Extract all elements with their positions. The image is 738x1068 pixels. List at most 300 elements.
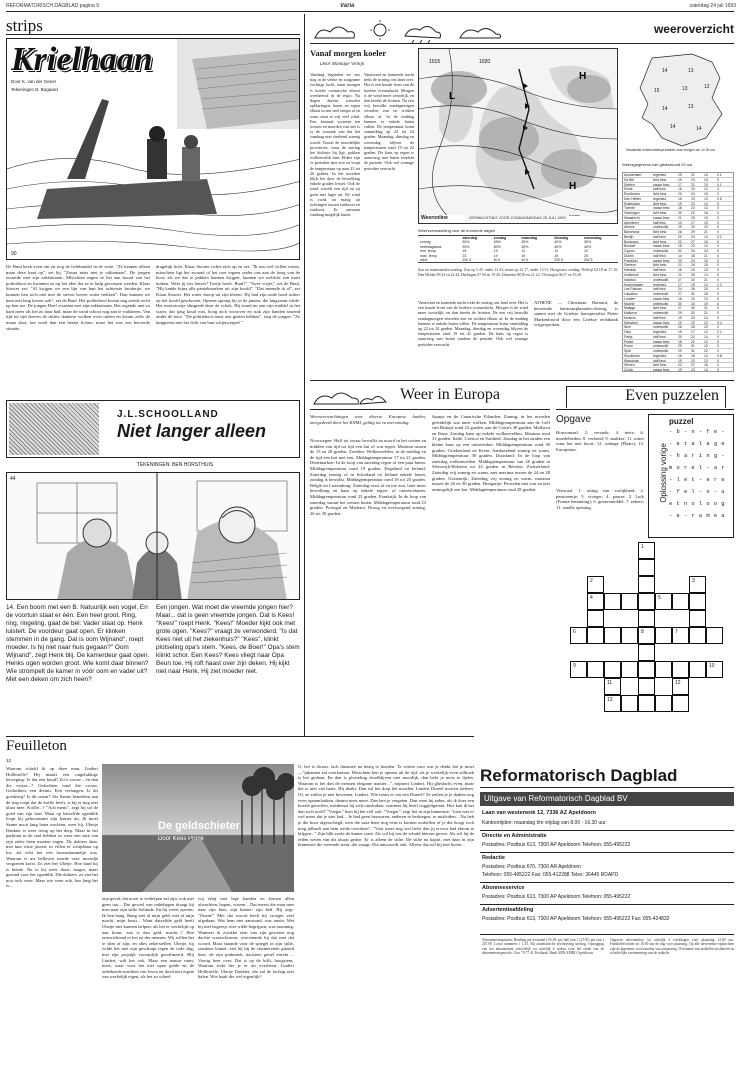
oplossing-line: m o r e l - a r xyxy=(669,465,726,471)
city-cell: 20 xyxy=(691,268,695,273)
crossword-cell[interactable] xyxy=(706,661,723,678)
city-row xyxy=(623,368,734,372)
city-cell: licht bew. xyxy=(653,363,667,368)
city-cell: 0.4 xyxy=(717,320,722,325)
puzzel-verticaal: Verticaal: 1. uiting van vrolijkheid; 2. pensioentje; 3. vroeger; 4. paarse; 5. Luik (Franse benaming); 6. geneesmiddel; 7. zekere; 11. smalle opening. xyxy=(556,488,644,510)
city-cell: 14 xyxy=(704,177,708,182)
oplossing-line: - e t a l a g e xyxy=(669,441,726,447)
city-cell: licht bew. xyxy=(653,201,667,206)
city-cell: 18 xyxy=(704,292,708,297)
crossword-number: 6 xyxy=(573,629,576,635)
forecast-cell: 30% xyxy=(462,240,470,245)
city-cell: 29 xyxy=(678,311,682,316)
crossword-cell[interactable] xyxy=(638,610,655,627)
svg-text:H: H xyxy=(579,71,587,82)
crossword-cell[interactable] xyxy=(672,627,689,644)
city-cell: 26 xyxy=(691,287,695,292)
forecast-cell: wind xyxy=(420,258,428,263)
crossword-cell[interactable] xyxy=(604,695,621,712)
city-cell: 21 xyxy=(704,230,708,235)
forecast-cell: 11 xyxy=(521,249,526,254)
city-cell: 17 xyxy=(691,330,695,335)
city-cell: 1.2 xyxy=(717,282,722,287)
city-name: München xyxy=(624,320,638,325)
weer-europa-icon xyxy=(310,386,390,408)
vanaf-text-col2: Vanavond en komende nacht trekt de storing ons land over. Het is een koude front van de koelere oceaanlucht. Morgen is de wind meer westelijk, en dan breekt de fronten. Na een vrij bewolkt zondagmorgen wisselen zon en wolken elkaar af. In de middag kunnen er enkele buien vallen. De temperatuur komt vanmiddag op 22 tot 24 graden. Maandag, dinsdag en woensdag blijven de temperaturen rond 19 tot 22 graden. De kans op regen is aanwezig met buien rondom de periode. Ook wel zonnige perioden verwacht. xyxy=(364,72,414,171)
crossword-cell[interactable] xyxy=(621,627,638,644)
city-cell: 17 xyxy=(678,282,682,287)
city-name: De Bilt xyxy=(624,177,634,182)
crossword-cell[interactable] xyxy=(706,627,723,644)
city-cell: 0 xyxy=(717,263,719,268)
city-cell: 0 xyxy=(717,253,719,258)
city-name: Innsbruck xyxy=(624,273,639,277)
svg-text:13: 13 xyxy=(682,86,688,92)
schoolland-text-col2: Een jongen. Wat moet die vreemde jongen hier? Maar... dat is geen vreemde jongen. Dat is Kees! "Kees!" roept Henk. "Kees!" Moeder kijkt ook met grote ogen. "Kees?" vraagt ze verwonderd. "Is dat Kees niet uit het ziekenhuis?" "Kees", klinkt plotseling opa's stem. "Kees, de Boer!" Opa's stem klinkt schor. Een Kees? Kees vliegt naar Opa Beun toe. Hij roft haast over zijn deken. Hij kijkt niet naar Henk. Hij ziet moeder niet. xyxy=(156,604,300,675)
city-cell: 23 xyxy=(704,225,708,230)
svg-text:H: H xyxy=(569,181,577,192)
svg-text:1020: 1020 xyxy=(479,59,491,65)
forecast-cell: 90% xyxy=(462,244,470,249)
crossword-cell[interactable] xyxy=(604,661,621,678)
crossword-cell[interactable] xyxy=(604,678,621,695)
city-cell: 14 xyxy=(704,334,708,339)
city-cell: 0 xyxy=(717,277,719,282)
city-cell: 18 xyxy=(678,244,682,249)
city-cell: 34 xyxy=(691,249,695,254)
krielhaan-illustration xyxy=(7,39,300,260)
city-cell: licht bew. xyxy=(653,273,667,277)
crossword-number: 10 xyxy=(709,663,715,669)
city-cell: 17 xyxy=(678,182,682,187)
forecast-cell: neerslagkans xyxy=(420,244,442,249)
crossword-cell[interactable] xyxy=(587,576,604,593)
city-cell: 20 xyxy=(678,258,682,263)
city-cell: 0 xyxy=(717,273,719,277)
city-name: Bordeaux xyxy=(624,239,639,244)
crossword-number: 5 xyxy=(658,595,661,601)
forecast-cell: W 5 xyxy=(493,258,501,263)
city-cell: 0 xyxy=(717,230,719,235)
crossword-number: 3 xyxy=(692,578,695,584)
crossword-cell[interactable] xyxy=(587,627,604,644)
city-cell: 0 xyxy=(717,211,719,216)
weer-divider xyxy=(310,380,734,381)
city-cell: 0 xyxy=(717,349,719,354)
city-cell: 19 xyxy=(704,344,708,349)
crossword-grid xyxy=(560,542,732,732)
city-cell: half bew. xyxy=(653,334,667,339)
city-cell: 16 xyxy=(678,296,682,301)
city-cell: 11 xyxy=(704,253,708,258)
city-cell: half bew. xyxy=(653,220,667,225)
crossword-cell[interactable] xyxy=(672,593,689,610)
city-cell: 0 xyxy=(717,363,719,368)
city-cell: 16 xyxy=(678,353,682,358)
forecast-cell: 30% xyxy=(583,240,592,245)
city-cell: 0 xyxy=(717,225,719,230)
city-cell: 15 xyxy=(678,330,682,335)
feuilleton-section-title: Feuilleton xyxy=(6,738,67,754)
city-cell: 21 xyxy=(704,306,708,311)
oplossing-box xyxy=(648,414,734,538)
crossword-cell[interactable] xyxy=(689,661,706,678)
strips-rule xyxy=(6,34,300,35)
city-cell: 14 xyxy=(704,315,708,320)
forecast-cell: 40% xyxy=(554,240,562,245)
crossword-cell[interactable] xyxy=(655,627,672,644)
city-cell: 19 xyxy=(678,201,682,206)
city-name: Cyprus xyxy=(624,249,635,254)
svg-text:13: 13 xyxy=(688,104,694,110)
city-cell: 12 xyxy=(704,339,708,344)
city-cell: licht bew. xyxy=(653,306,667,311)
city-cell: 0 xyxy=(717,268,719,273)
oplossing-line: - h a r i n g - xyxy=(669,453,726,459)
city-cell: 0 xyxy=(717,325,719,330)
city-cell: 0 xyxy=(717,201,719,206)
city-name: Praag xyxy=(624,339,634,344)
city-name: Den Helder xyxy=(624,196,642,201)
forecast-cell: 19 xyxy=(521,253,526,258)
city-cell: licht bew. xyxy=(653,263,667,268)
city-name: Frankfurt xyxy=(624,258,638,263)
crossword-cell[interactable] xyxy=(672,678,689,695)
city-cell: 21 xyxy=(704,311,708,316)
city-cell: 30 xyxy=(678,301,682,306)
crossword-cell[interactable] xyxy=(638,695,655,712)
crossword-cell[interactable] xyxy=(604,627,621,644)
city-cell: 0 xyxy=(717,220,719,225)
city-name: Lissabon xyxy=(624,292,638,297)
city-cell: 24 xyxy=(691,234,695,239)
city-cell: 12 xyxy=(704,330,708,335)
city-cell: 0.5 xyxy=(717,196,722,201)
city-cell: 32 xyxy=(691,311,695,316)
city-cell: 22 xyxy=(678,263,682,268)
crossword-cell[interactable] xyxy=(621,593,638,610)
city-cell: 29 xyxy=(678,344,682,349)
city-cell: zwaar bew. xyxy=(653,244,670,249)
city-cell: 20 xyxy=(691,187,695,192)
city-cell: 16 xyxy=(704,211,708,216)
crossword-number: 2 xyxy=(590,578,593,584)
crossword-cell[interactable] xyxy=(638,542,655,559)
crossword-cell[interactable] xyxy=(689,593,706,610)
city-cell: 0 xyxy=(717,177,719,182)
weer-europa-banner xyxy=(310,384,550,410)
city-name: Barcelona xyxy=(624,230,640,235)
oplossing-label: Oplossing vorige xyxy=(659,443,668,503)
crossword-cell[interactable] xyxy=(638,576,655,593)
crossword-cell[interactable] xyxy=(570,627,587,644)
rd-rule-5 xyxy=(480,934,734,935)
rd-rule-3 xyxy=(480,882,734,883)
city-cell: 15 xyxy=(704,215,708,220)
weather-map-brand: Weeronline xyxy=(421,215,465,223)
crossword-cell[interactable] xyxy=(638,559,655,576)
crossword-number: 4 xyxy=(590,595,593,601)
forecast-cell: 15 xyxy=(462,249,467,254)
city-name: Amsterdam xyxy=(624,173,642,177)
crossword-cell[interactable] xyxy=(570,661,587,678)
city-name: Vlissingen xyxy=(624,211,640,216)
page-header-left: REFORMATORISCH DAGBLAD pagina 9 xyxy=(6,3,99,9)
city-cell: 20 xyxy=(691,296,695,301)
crossword-cell[interactable] xyxy=(587,610,604,627)
city-cell: 32 xyxy=(678,249,682,254)
city-cell: 24 xyxy=(678,287,682,292)
city-cell: 14 xyxy=(704,273,708,277)
page-header-center: Varia xyxy=(340,3,355,9)
city-cell: 26 xyxy=(691,263,695,268)
crossword-cell[interactable] xyxy=(587,661,604,678)
crossword-number: 11 xyxy=(607,680,613,686)
crossword-number: 7 xyxy=(675,629,678,635)
city-name: Maastricht xyxy=(624,215,640,220)
feuilleton-author: Door Kees Pronk xyxy=(158,836,204,842)
city-cell: 22 xyxy=(691,206,695,211)
city-cell: onbewolkt xyxy=(653,225,669,230)
city-cell: onbewolkt xyxy=(653,311,669,316)
crossword-cell[interactable] xyxy=(638,627,655,644)
forecast-cell: 12 xyxy=(554,249,559,254)
page-header-right: zaterdag 24 juli 1993 xyxy=(689,3,736,9)
city-cell: 24 xyxy=(704,249,708,254)
forecast-cell: max. temp. xyxy=(420,253,438,258)
krielhaan-panel xyxy=(6,38,300,260)
city-cell: 23 xyxy=(691,315,695,320)
nl-map-caption: Verwachte minimumtemperaturen voor morgen om 12.00 uur xyxy=(626,148,716,152)
forecast-cell: 60% xyxy=(493,244,501,249)
crossword-cell[interactable] xyxy=(672,695,689,712)
city-name: Split xyxy=(624,349,631,354)
city-cell: 13 xyxy=(678,220,682,225)
vanaf-author: Door Monique Vrolijk xyxy=(320,62,365,67)
feuilleton-title: De geldschieter xyxy=(158,820,240,832)
city-cell: 13 xyxy=(704,358,708,363)
city-name: Parijs xyxy=(624,334,633,339)
city-cell: 0 xyxy=(717,187,719,192)
forecast-cell: 30% xyxy=(521,240,529,245)
city-cell: 24 xyxy=(691,192,695,197)
rd-redactie-heading: Redactie xyxy=(482,855,505,861)
forecast-table xyxy=(418,235,618,263)
schoolland-header xyxy=(6,400,300,458)
crossword-cell[interactable] xyxy=(689,610,706,627)
feuilleton-rule-top xyxy=(6,736,474,737)
city-cell: 29 xyxy=(691,230,695,235)
city-cell: half bew. xyxy=(653,268,667,273)
forecast-cell: 23 xyxy=(462,253,467,258)
crossword-cell[interactable] xyxy=(655,661,672,678)
city-cell: 30 xyxy=(691,277,695,282)
city-name: Twente xyxy=(624,206,635,211)
forecast-cell: 40% xyxy=(554,244,562,249)
city-cell: 27 xyxy=(678,306,682,311)
city-cell: 24 xyxy=(691,258,695,263)
zon-maan-text: Zon en maanstanden zondag: Zon op 5.45, onder 21.43; maan op 23.17, onder 13.51. Hoogwater zondag: Delfzijl 04.18 en 17.10; Den Helder 09.54 en 22.44; Harlingen 07.00 en 19.26; IJmuiden 08.50 en 21.22; Vlissingen 06.57 en 19.20. xyxy=(418,268,618,277)
crossword-cell[interactable] xyxy=(621,661,638,678)
city-cell: 0 xyxy=(717,287,719,292)
city-name: Kopenhagen xyxy=(624,282,644,287)
city-name: Rotterdam xyxy=(624,201,640,206)
city-cell: 19 xyxy=(691,282,695,287)
city-name: Rome xyxy=(624,344,634,349)
weather-map-caption: VERWACHTING VOOR ZONDAGMIDDAG 25 JULI 1993 xyxy=(469,216,617,223)
crossword-cell[interactable] xyxy=(638,661,655,678)
rd-advert-heading: Advertentieafdeling xyxy=(482,907,534,913)
city-name: Warschau xyxy=(624,358,640,363)
city-cell: 20 xyxy=(678,234,682,239)
city-cell: zwaar bew. xyxy=(653,258,670,263)
city-cell: 27 xyxy=(691,363,695,368)
crossword-cell[interactable] xyxy=(604,593,621,610)
city-cell: licht bew. xyxy=(653,177,667,182)
crossword-cell[interactable] xyxy=(621,695,638,712)
city-cell: onbewolkt xyxy=(653,325,669,330)
city-cell: 20 xyxy=(678,192,682,197)
crossword-cell[interactable] xyxy=(638,678,655,695)
city-cell: 34 xyxy=(691,301,695,306)
forecast-cell: dinsdag xyxy=(554,236,569,240)
city-cell: 14 xyxy=(704,244,708,249)
svg-text:14: 14 xyxy=(696,126,702,132)
city-cell: 23 xyxy=(691,368,695,372)
city-cell: onbewolkt xyxy=(653,249,669,254)
city-cell: 13 xyxy=(704,320,708,325)
city-cell: regenbui xyxy=(653,282,667,287)
city-cell: 19 xyxy=(678,177,682,182)
vanaf-text-col3: Vanavond en komende nacht trekt de storing ons land over. Het is een koude front van de koelere oceaanlucht. Morgen is de wind meer westelijk, en dan breekt de fronten. Na een vrij bewolkt zondagmorgen wisselen zon en wolken elkaar af. In de middag kunnen er enkele buien vallen. De temperatuur komt vanmiddag op 22 tot 24 graden. Maandag, dinsdag en woensdag blijven de temperaturen rond 19 tot 22 graden. De kans op regen is aanwezig met buien rondom de periode. Ook wel zonnige perioden verwacht. xyxy=(418,300,528,347)
crossword-cell[interactable] xyxy=(638,593,655,610)
city-cell: zwaar bew. xyxy=(653,215,670,220)
rd-abonnee: Postadres: Postbus 613, 7300 AP Apeldoorn Telefoon: 055-495222 xyxy=(482,894,631,900)
svg-text:15: 15 xyxy=(654,88,660,94)
city-cell: 19 xyxy=(691,196,695,201)
city-cell: 14 xyxy=(704,368,708,372)
city-cell: half bew. xyxy=(653,315,667,320)
header-rule xyxy=(6,11,734,12)
city-name: Wenen xyxy=(624,363,635,368)
krielhaan-logo: Krielhaan xyxy=(11,43,153,77)
crossword-number: 13 xyxy=(607,697,613,703)
city-cell: 0 xyxy=(717,292,719,297)
schoolland-panel xyxy=(6,472,300,600)
rd-rule-1 xyxy=(480,830,734,831)
weather-icons xyxy=(310,18,510,44)
city-cell: 0 xyxy=(717,334,719,339)
schoolland-title: Niet langer alleen xyxy=(117,421,267,441)
city-cell: 26 xyxy=(678,325,682,330)
schoolland-header-art xyxy=(9,403,99,455)
crossword-cell[interactable] xyxy=(655,593,672,610)
rd-kantoor: Kantoortijden: maandag t/m vrijdag van 8.00 - 16.30 uur. xyxy=(482,820,607,826)
weer-europa-intro: Weersverwachtingen voor diverse Europese landen, meegedeeld door het KNMI, geldig tot en met zondag. xyxy=(310,414,426,425)
city-cell: 2.1 xyxy=(717,330,722,335)
crossword-cell[interactable] xyxy=(587,593,604,610)
feuilleton-text-col4: O, het is dwaas, zich daarmee na bezig te houden. Te verten voor wat je denkt dat je moet—"pikanten zal overkomen. Misschien ben je opeens uit de tijd; als je werkelijk even stilhoek is het gedaan. En dan is plotseling doodblijven niet mooilijk, dan hebt je niets te lijden. Waarom is het dan de mensen elegante manier...", mijmert Lindert. Hij glimlacht even, maar het is niet van harte. Hij denkt: Dan zal het dorp het morden: Lindert Dureel morten sterben. Of, ze zullen je niet bewenen, Lindert. Wie treurt er om een Dureel? Ze zullen je je dadien nog even opnamlouken, daarna niets meer. Dan ben je vergeten. Dan weet hij zeker, als ik doer een koesle getroffen, mistbenot hij zich omsluiken, wanneer hij heeft ooggeligerent. Hoe kan ik het dan toch acoll? "Voeger" hoet hij het zelf ook. "Voeger", zegt het in zijn binnenste, "toen was er wel meer dat je niet had... Je had geen bezwaren, anderen te bedriegen, te misleiden... Nu heb je die hoor afgesschegd, toen die nota bene nog eens is kornen oorbellen of je die hoogt toch mog jalbaalt aan hem wilde overdoen". "Voor meer nog wel liefst dan jij ervoor had ektom te krijgen..." Zijn blik zoekt de kamer rond. Als wil hij iets de schuld hierom geven. Als wil hij de reden weten van dit alsaas gedoe. Er is alleen de stilte. De stilte na kapitt, met daar in zijn binnenste die vreemde stem, die vraagt: Die antwoordt ook. Alleen, dat wil hij niet horen... xyxy=(298,764,474,848)
forecast-cell: zondag xyxy=(493,236,507,240)
city-cell: half bew. xyxy=(653,187,667,192)
city-cell: 16 xyxy=(678,268,682,273)
weather-map xyxy=(418,48,618,224)
city-cell: 23 xyxy=(691,358,695,363)
city-cell: 33 xyxy=(691,225,695,230)
city-cell: 0 xyxy=(717,239,719,244)
city-cell: 30 xyxy=(691,306,695,311)
forecast-cell: min. temp. xyxy=(420,249,437,254)
city-cell: 0 xyxy=(717,296,719,301)
vanaf-title: Vanaf morgen koeler xyxy=(310,48,387,58)
city-cell: 13 xyxy=(704,206,708,211)
city-cell: 20 xyxy=(704,325,708,330)
crossword-cell[interactable] xyxy=(689,627,706,644)
city-cell: half bew. xyxy=(653,287,667,292)
rd-advert: Postadres: Postbus 613, 7300 AP Apeldoorn Telefoon: 055-495222 Fax: 055-424832 xyxy=(482,916,670,922)
strips-section-title: strips xyxy=(6,16,43,34)
city-cell: 0 xyxy=(717,301,719,306)
forecast-row xyxy=(418,258,618,263)
city-cell: 21 xyxy=(678,215,682,220)
city-name: Malaga xyxy=(624,306,636,311)
crossword-cell[interactable] xyxy=(638,644,655,661)
svg-text:14: 14 xyxy=(662,68,668,74)
city-cell: 15 xyxy=(704,263,708,268)
city-cell: half bew. xyxy=(653,234,667,239)
schoolland-author: J.L.SCHOOLLAND xyxy=(117,409,219,420)
weeroverzicht-title: weeroverzicht xyxy=(653,22,734,36)
forecast-cell: 19 xyxy=(554,253,559,258)
city-cell: 18 xyxy=(678,339,682,344)
weather-map-art xyxy=(419,49,618,224)
oplossing-lines xyxy=(669,429,733,535)
city-name: Aberdeen xyxy=(624,220,639,225)
svg-text:13: 13 xyxy=(688,68,694,74)
city-cell: 16 xyxy=(704,239,708,244)
city-cell: 13 xyxy=(704,196,708,201)
city-cell: 12 xyxy=(704,187,708,192)
city-cell: 21 xyxy=(691,182,695,187)
schoolland-page-num: 44 xyxy=(10,476,16,482)
city-name: Londen xyxy=(624,296,636,301)
krielhaan-byline: Door K. van der Geest xyxy=(11,79,56,84)
city-cell: 13 xyxy=(704,268,708,273)
rd-fine-right: Opgaven advertenties: tot uiterlijk 2 werkdagen voor plaatsing 12.00 uur. Familieberichten tot 18.00 uur de dag voor plaatsing. Op alle advertentie-opdrachten zijn de algemene voorwaarden van toepassing. Overname van artikelen uitsluitend na schriftelijke toestemming van de redactie. xyxy=(610,938,734,956)
city-cell: 23 xyxy=(691,201,695,206)
city-cell: 31 xyxy=(691,349,695,354)
oplossing-line: - f e l - o - u xyxy=(669,489,726,495)
city-cell: 0 xyxy=(717,344,719,349)
oplossing-line: - b - n - f e - xyxy=(669,429,726,435)
city-name: Genève xyxy=(624,263,636,268)
city-name: Helsinki xyxy=(624,268,636,273)
city-cell: 23 xyxy=(678,363,682,368)
crossword-cell[interactable] xyxy=(672,661,689,678)
forecast-cell: 30% xyxy=(521,244,529,249)
feuilleton-text-col3: wij erbij met lege handen en komen allen afwachten, hopen, vrezen... Dat meest die man mee naar zijn huis, zijn kamer; zijn bed. Hij zegt: "Onzin!" Met dat woord heeft hij vroeger veel afgedaan. Wat hem niet aanstond, was onzin. Wat hij niet begreep, niet wilde begrijpen, was onzinnig. Wanneer ik zwakke zien van zijn geweten nog dachte waarschuwen, overstemde hij dat met dat woord. Maar staande voor de spiegel in zijn stille, sombere kamer, ziet hij bij de sluimerende gitzuid haar, de zijn prakmiek, nachtere geitel etrieht ... Voorig heer over. Dat is op de hifft, hoogstens. Waarom trekt het je er uit overheen, Lindert Hollestelle. Ubeije Dankter, die zal de lachtig niet halen. Wie haalt die wel eigenlijk? xyxy=(198,896,294,980)
weer-europa-col1: Noorwegen: Half tot zwaar bewolkt en noord in het oosten en midden van tijd tot tijd een bui of wat regen. Maxima tussen de 15 en 20 graden. Zweden: Wolkenvelden, in de middag en de tijd een bui met een. Middagtemperatuur 17 tot 21 graden. Denemarken: In de loop van zaterdag regen of een paar buien. Middagtemperatuur rond 19 graden. Engeland en Ierland: Zaterdag zonnig of in Schotland en Ierland enkele buien, zondag is bewolkt. Middagtemperatuur rond 18 tot 20 graden. België en Luxemburg: Zaterdag eerst af en toe zon, later meer bewolking en kans op enkele regen- of onweersbuien. Middagtemperatuur rond 23 graden. Frankrijk: In de loop van zaterdag vanuit het westen buien. Middagtemperatuur rond 23 graden. Portugal en Madeira: Droog en overwegend zonnig, 26 tot 30 graden. xyxy=(310,438,426,516)
crossword-cell[interactable] xyxy=(655,695,672,712)
crossword-cell[interactable] xyxy=(689,576,706,593)
svg-text:14: 14 xyxy=(670,124,676,130)
city-name: Mallorca xyxy=(624,311,637,316)
nl-map xyxy=(622,48,734,158)
schoolland-illustrator: TEKENINGEN: BEN HORSTHUIS xyxy=(136,462,214,468)
forecast-cell: zaterdag xyxy=(462,236,478,240)
city-name: Zürich xyxy=(624,368,634,372)
city-name: Athene xyxy=(624,225,635,230)
